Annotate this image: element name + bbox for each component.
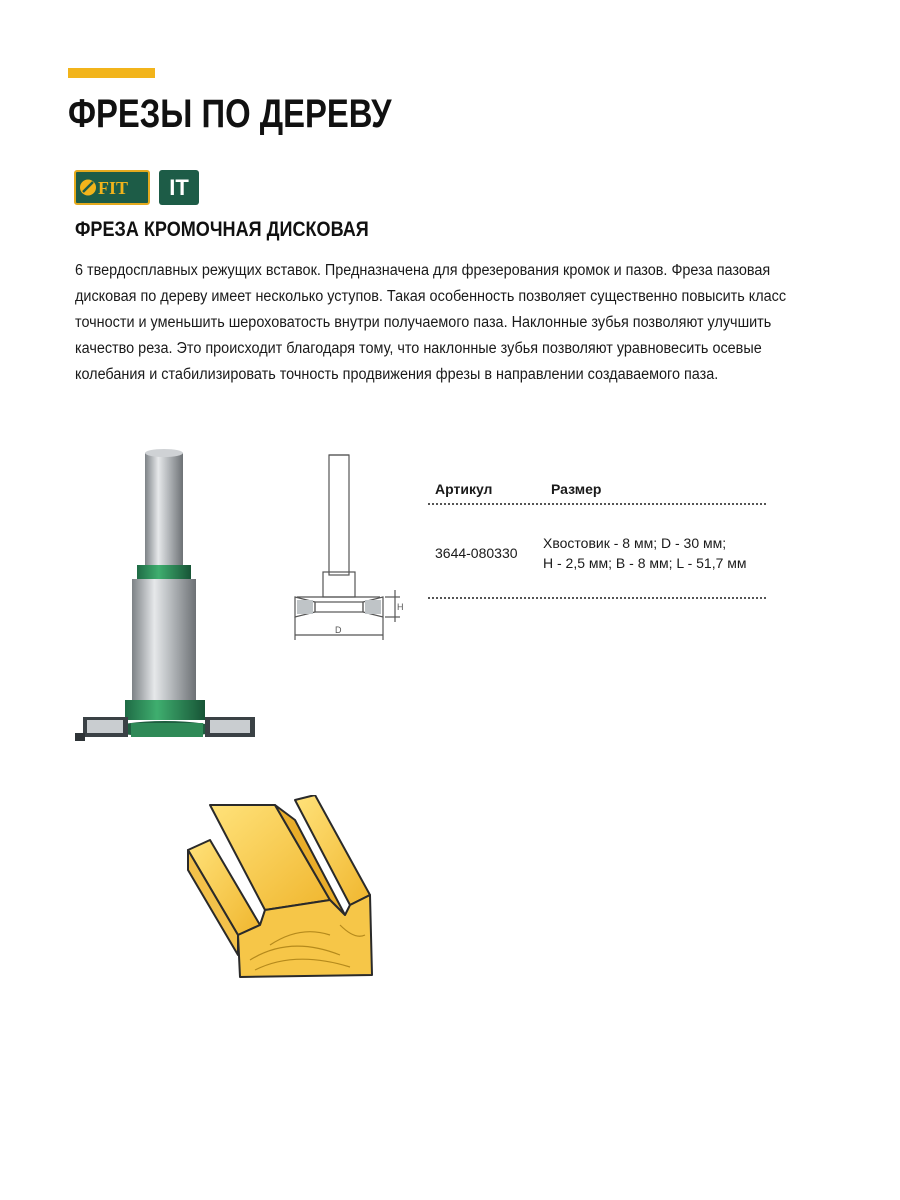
- dimension-d-label: D: [335, 625, 342, 635]
- fit-logo-icon: [76, 172, 148, 203]
- article-number: 3644-080330: [435, 545, 518, 561]
- router-bit-schematic: [285, 450, 405, 645]
- dimension-h-label: H: [397, 602, 404, 612]
- size-column-header: Размер: [551, 481, 602, 497]
- router-bit-photo: [75, 445, 265, 745]
- spec-table: [428, 475, 766, 599]
- fit-logo-text: FIT: [98, 178, 129, 198]
- size-cell: [543, 533, 747, 573]
- fit-logo: [74, 170, 150, 205]
- wood-groove-illustration: [180, 795, 380, 985]
- page-title: ФРЕЗЫ ПО ДЕРЕВУ: [68, 92, 392, 136]
- size-line-1: Хвостовик - 8 мм; D - 30 мм;: [543, 535, 727, 551]
- spec-table-header: [428, 475, 766, 503]
- it-badge: IT: [159, 170, 199, 205]
- brand-badges: [74, 170, 199, 205]
- product-title: ФРЕЗА КРОМОЧНАЯ ДИСКОВАЯ: [75, 218, 369, 241]
- table-row: [428, 505, 766, 597]
- table-divider: [428, 597, 766, 599]
- accent-bar: [68, 68, 155, 78]
- product-description: 6 твердосплавных режущих вставок. Предназначена для фрезерования кромок и пазов. Фреза пазовая дисковая по дереву имеет несколько уступов. Такая особенность позволяет существенно повысить класс точности и уменьшить шероховатость внутри получаемого паза. Наклонные зубья позволяют улучшить качество реза. Это происходит благодаря тому, что наклонные зубья позволяют уравновесить осевые колебания и стабилизировать точность продвижения фрезы в направлении создаваемого паза.: [75, 262, 787, 383]
- size-line-2: H - 2,5 мм; B - 8 мм; L - 51,7 мм: [543, 555, 747, 571]
- article-column-header: Артикул: [435, 481, 493, 497]
